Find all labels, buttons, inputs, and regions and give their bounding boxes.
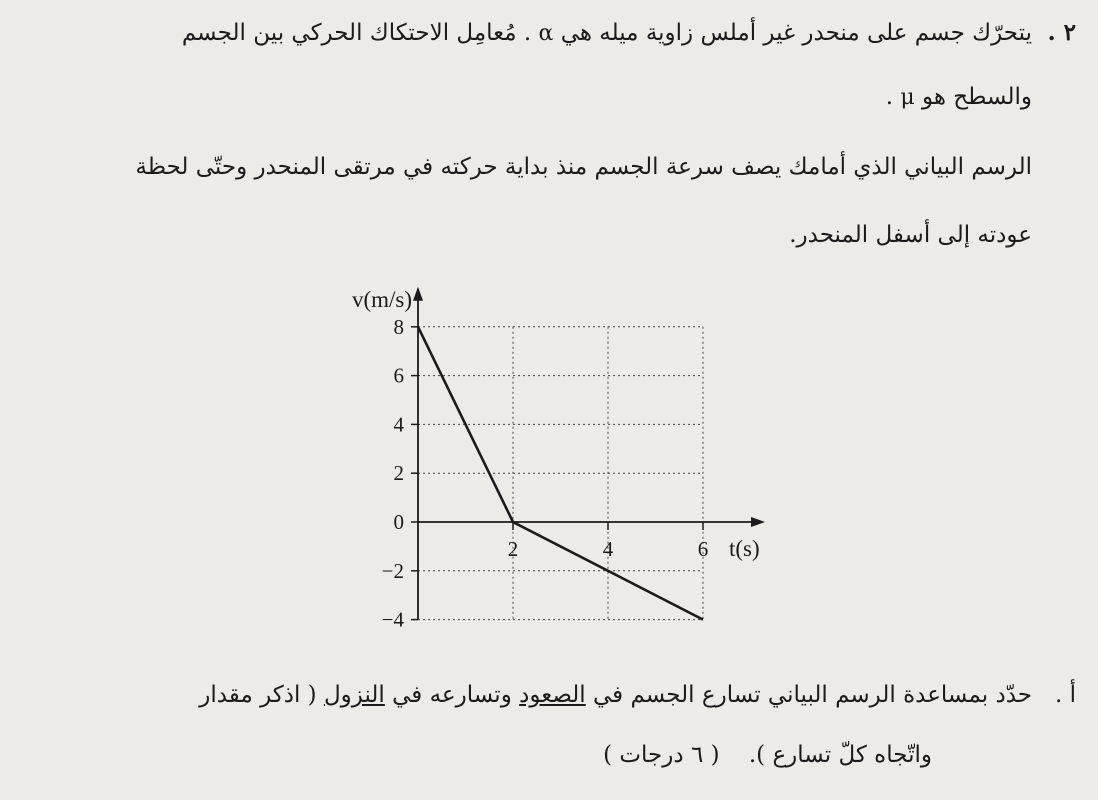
- y-tick-label: −2: [381, 558, 404, 583]
- y-axis-arrow: [413, 287, 423, 301]
- y-tick-label: 2: [393, 461, 404, 486]
- mu-symbol: μ: [900, 85, 915, 110]
- question-number: ٢ .: [1047, 19, 1076, 46]
- part-a-line-1: حدّد بمساعدة الرسم البياني تسارع الجسم في الصعود وتسارعه في النزول ( اذكر مقدار: [199, 682, 1032, 708]
- x-axis-label: t(s): [729, 536, 760, 561]
- x-tick-label: 4: [602, 537, 614, 561]
- paragraph-2-line-2: عودته إلى أسفل المنحدر.: [789, 222, 1032, 248]
- y-tick-label: −4: [381, 607, 404, 632]
- word-ascent: الصعود: [519, 682, 586, 708]
- x-tick-label: 2: [507, 537, 519, 561]
- question-line-2: والسطح هو μ .: [885, 84, 1032, 110]
- y-axis-label: v(m/s): [351, 286, 412, 312]
- alpha-symbol: α: [538, 21, 554, 46]
- y-tick-label: 4: [393, 412, 404, 437]
- part-a-label: أ .: [1054, 682, 1076, 708]
- x-axis-arrow: [751, 517, 765, 527]
- paragraph-2-line-1: الرسم البياني الذي أمامك يصف سرعة الجسم منذ بداية حركته في مرتقى المنحدر وحتّى لحظة: [135, 154, 1032, 180]
- x-tick-label: 6: [697, 537, 709, 561]
- velocity-line: [418, 327, 703, 620]
- question-line-1: يتحرّك جسم على منحدر غير أملس زاوية ميله هي α . مُعامِل الاحتكاك الحركي بين الجسم: [181, 20, 1032, 46]
- y-tick-label: 8: [393, 314, 404, 339]
- y-tick-label: 0: [393, 510, 404, 534]
- part-a-line-2: واتّجاه كلّ تسارع ). ( ٦ درجات ): [603, 742, 932, 768]
- points-label: ( ٦ درجات ): [603, 742, 720, 768]
- word-descent: النزول: [323, 682, 385, 708]
- y-tick-label: 6: [393, 363, 404, 388]
